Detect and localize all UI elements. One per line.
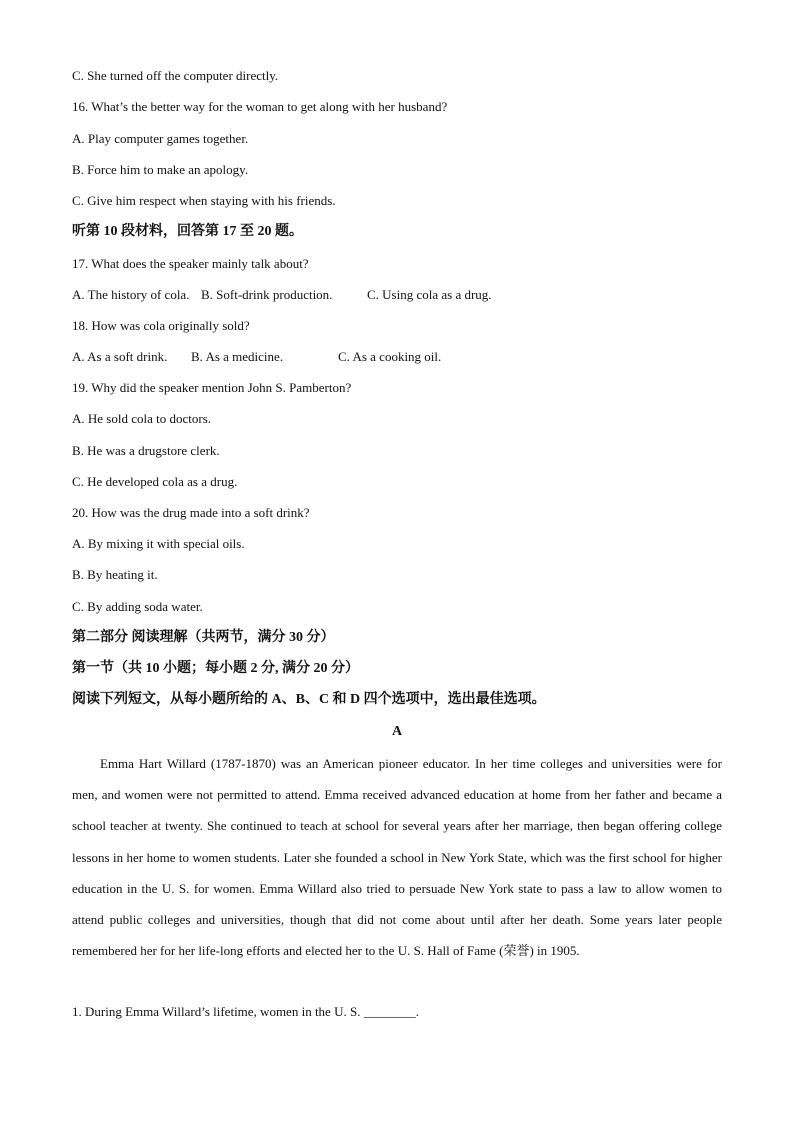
- q18-question: 18. How was cola originally sold?: [72, 318, 250, 333]
- q16-option-c: C. Give him respect when staying with his friends.: [72, 193, 336, 208]
- q18-option-b: B. As a medicine.: [191, 349, 284, 364]
- q17-question: 17. What does the speaker mainly talk about?: [72, 256, 309, 271]
- question-1: 1. During Emma Willard’s lifetime, women in the U. S. ________.: [72, 1004, 419, 1019]
- section1-heading: 第一节（共 10 小题；每小题 2 分, 满分 20 分）: [72, 661, 359, 676]
- q17-option-c: C. Using cola as a drug.: [367, 287, 492, 302]
- q20-option-a: A. By mixing it with special oils.: [72, 536, 245, 551]
- part2-heading: 第二部分 阅读理解（共两节，满分 30 分）: [72, 630, 335, 645]
- q18-option-a: A. As a soft drink.: [72, 349, 168, 364]
- q17-option-a: A. The history of cola.: [72, 287, 190, 302]
- q20-option-b: B. By heating it.: [72, 567, 158, 582]
- q15-option-c: C. She turned off the computer directly.: [72, 68, 279, 83]
- q18-option-c: C. As a cooking oil.: [338, 349, 442, 364]
- q16-option-a: A. Play computer games together.: [72, 131, 249, 146]
- q19-option-a: A. He sold cola to doctors.: [72, 411, 212, 426]
- passage-label: A: [391, 724, 403, 739]
- q17-option-b: B. Soft-drink production.: [201, 287, 333, 302]
- q16-option-b: B. Force him to make an apology.: [72, 162, 249, 177]
- section10-heading: 听第 10 段材料，回答第 17 至 20 题。: [72, 224, 303, 239]
- q19-option-c: C. He developed cola as a drug.: [72, 474, 238, 489]
- q20-option-c: C. By adding soda water.: [72, 599, 203, 614]
- passage-text: Emma Hart Willard (1787-1870) was an American pioneer educator. In her time colleges and universities were for men, and women were not permitted to attend. Emma received advanced education at home from her father and became a school teacher at twenty. She continued to teach at school for several years after her marriage, then began offering college lessons in her home to women students. Later she founded a school in New York State, which was the first school for higher education in the U. S. for women. Emma Willard also tried to persuade New York state to pass a law to allow women to attend public colleges and universities, though that did not come about until after her death. Some years later people remembered her for her life-long efforts and elected her to the U. S. Hall of Fame (荣誉) in 1905.: [72, 756, 722, 959]
- q19-option-b: B. He was a drugstore clerk.: [72, 443, 220, 458]
- q20-question: 20. How was the drug made into a soft drink?: [72, 505, 310, 520]
- q19-question: 19. Why did the speaker mention John S. Pamberton?: [72, 380, 352, 395]
- q16-question: 16. What’s the better way for the woman to get along with her husband?: [72, 99, 448, 114]
- reading-instructions: 阅读下列短文，从每小题所给的 A、B、C 和 D 四个选项中，选出最佳选项。: [72, 692, 546, 707]
